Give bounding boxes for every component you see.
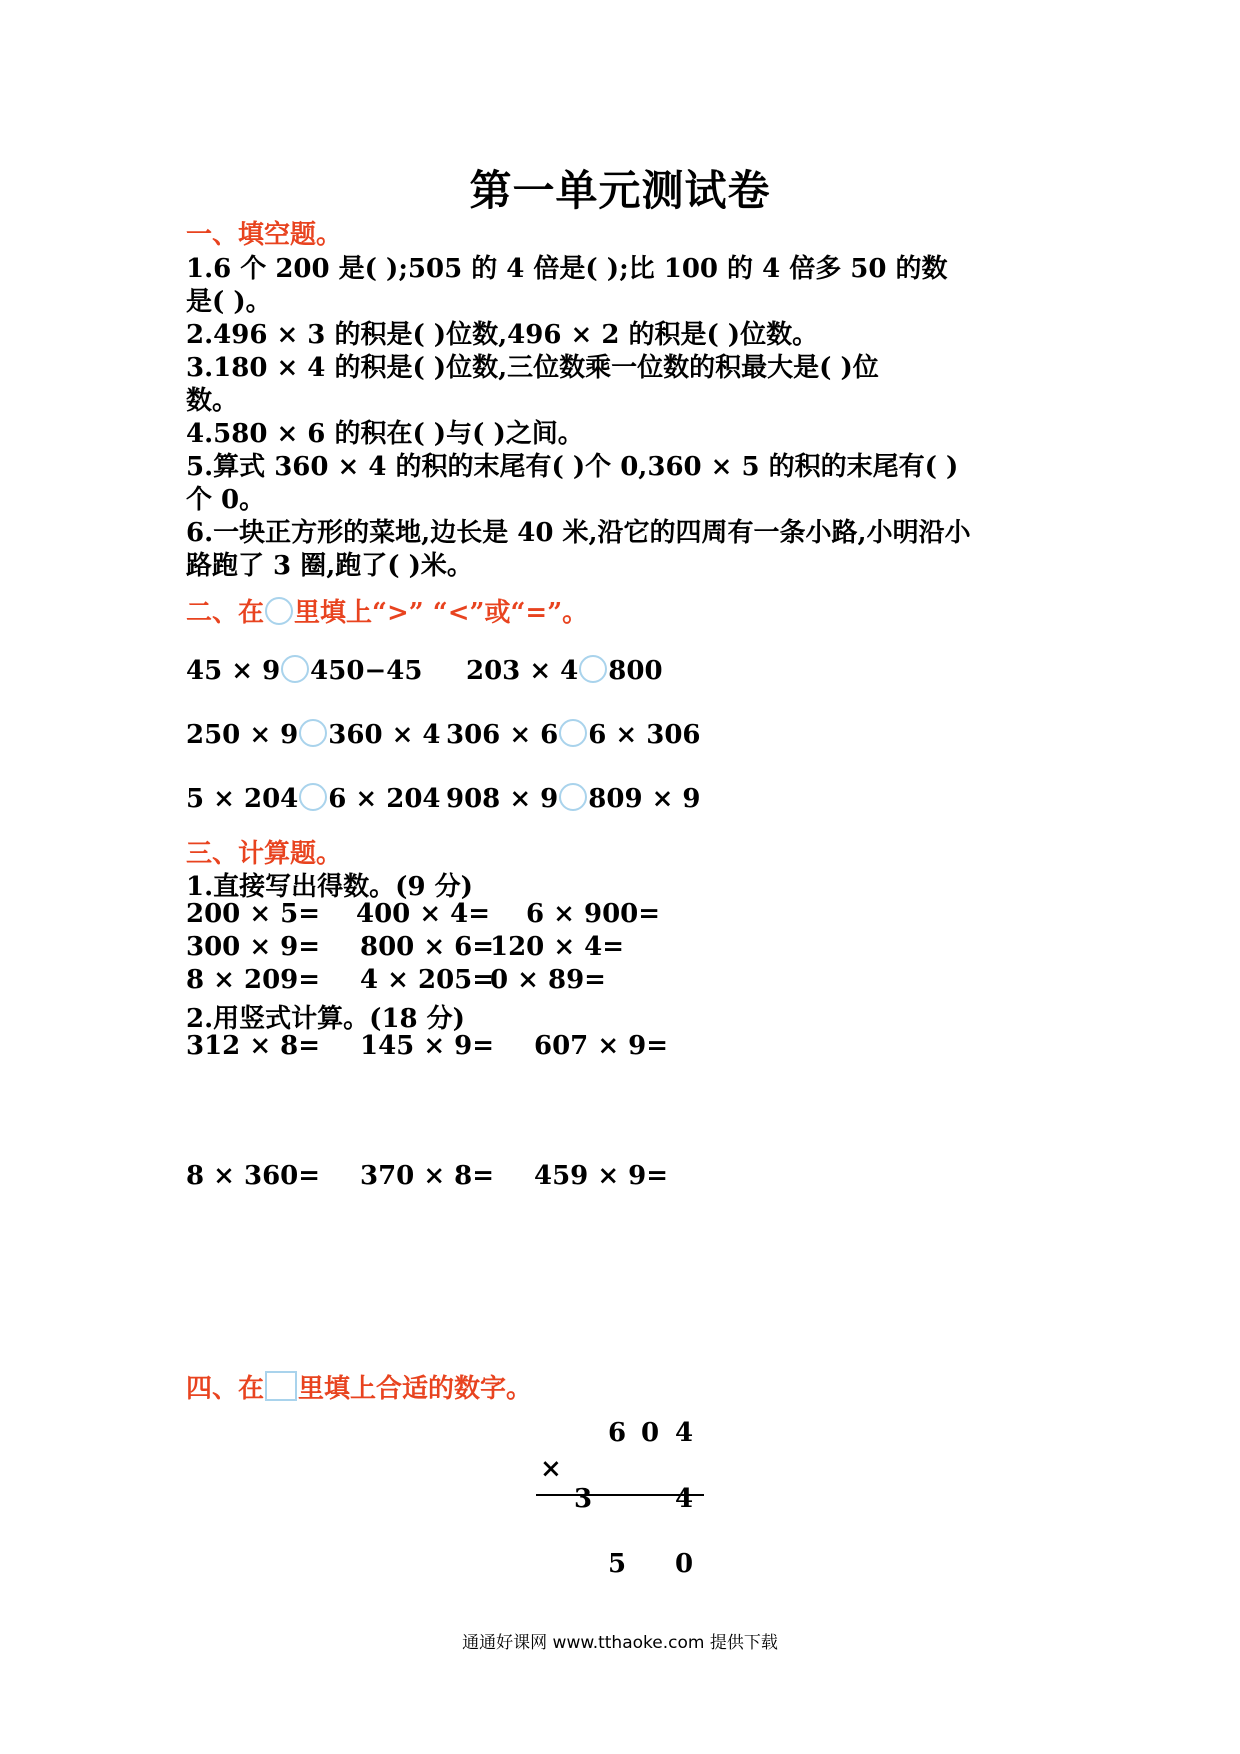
digit: 3	[574, 1484, 593, 1514]
compare-right: 800	[608, 656, 663, 686]
section-2-heading-pre: 二、在	[186, 598, 265, 628]
compare-right: 6 × 204	[328, 784, 441, 814]
vertical-item: 607 × 9=	[534, 1031, 669, 1061]
oral-item: 200 × 5=	[186, 899, 321, 929]
vertical-item: 312 × 8=	[186, 1031, 321, 1061]
oral-item: 800 × 6=	[360, 932, 495, 962]
digit: 4	[675, 1418, 694, 1448]
oral-item: 4 × 205=	[360, 965, 495, 995]
vertical-item: 145 × 9=	[360, 1031, 495, 1061]
multiply-sign: ×	[540, 1454, 562, 1484]
sub-question-2: 2.用竖式计算。(18 分)	[186, 1004, 465, 1034]
digit: 0	[641, 1418, 660, 1448]
compare-item	[186, 783, 441, 814]
question-line: 数。	[186, 386, 239, 416]
section-4-heading	[186, 1368, 532, 1405]
circle-blank-icon	[265, 597, 293, 625]
compare-left: 908 × 9	[446, 784, 559, 814]
compare-left: 203 × 4	[466, 656, 579, 686]
sub-question-1: 1.直接写出得数。(9 分)	[186, 872, 473, 902]
compare-right: 360 × 4	[328, 720, 441, 750]
compare-circle-blank[interactable]	[559, 719, 587, 747]
question-line: 路跑了 3 圈,跑了( )米。	[186, 551, 473, 581]
oral-item: 120 × 4=	[490, 932, 625, 962]
square-blank-icon	[265, 1371, 297, 1401]
section-2-heading-post: 里填上“>” “<”或“=”。	[294, 598, 589, 628]
compare-left: 45 × 9	[186, 656, 281, 686]
compare-right: 809 × 9	[588, 784, 701, 814]
digit: 0	[675, 1549, 694, 1579]
oral-item: 0 × 89=	[490, 965, 606, 995]
compare-circle-blank[interactable]	[299, 783, 327, 811]
compare-circle-blank[interactable]	[559, 783, 587, 811]
oral-item: 400 × 4=	[356, 899, 491, 929]
question-line: 5.算式 360 × 4 的积的末尾有( )个 0,360 × 5 的积的末尾有( )	[186, 452, 959, 482]
compare-left: 250 × 9	[186, 720, 299, 750]
question-line: 3.180 × 4 的积是( )位数,三位数乘一位数的积最大是( )位	[186, 353, 879, 383]
digit: 6	[608, 1418, 627, 1448]
vertical-item: 370 × 8=	[360, 1161, 495, 1191]
question-line: 个 0。	[186, 485, 266, 515]
compare-item	[466, 655, 663, 686]
digit: 4	[675, 1484, 694, 1514]
compare-right: 450−45	[310, 656, 423, 686]
compare-item	[186, 719, 441, 750]
question-line: 4.580 × 6 的积在( )与( )之间。	[186, 419, 584, 449]
oral-item: 300 × 9=	[186, 932, 321, 962]
question-line: 是( )。	[186, 287, 272, 317]
section-2-heading	[186, 592, 588, 629]
compare-left: 5 × 204	[186, 784, 299, 814]
vertical-item: 459 × 9=	[534, 1161, 669, 1191]
compare-circle-blank[interactable]	[299, 719, 327, 747]
compare-item	[446, 719, 701, 750]
compare-left: 306 × 6	[446, 720, 559, 750]
digit: 5	[608, 1549, 627, 1579]
question-line: 6.一块正方形的菜地,边长是 40 米,沿它的四周有一条小路,小明沿小	[186, 518, 971, 548]
section-3-heading: 三、计算题。	[186, 839, 343, 869]
compare-circle-blank[interactable]	[579, 655, 607, 683]
compare-item	[186, 655, 422, 686]
oral-item: 8 × 209=	[186, 965, 321, 995]
compare-item	[446, 783, 701, 814]
section-4-heading-pre: 四、在	[186, 1374, 265, 1404]
question-line: 2.496 × 3 的积是( )位数,496 × 2 的积是( )位数。	[186, 320, 819, 350]
section-1-heading: 一、填空题。	[186, 220, 343, 250]
section-4-heading-post: 里填上合适的数字。	[298, 1374, 533, 1404]
compare-right: 6 × 306	[588, 720, 701, 750]
page-title: 第一单元测试卷	[469, 166, 771, 215]
compare-circle-blank[interactable]	[281, 655, 309, 683]
vertical-item: 8 × 360=	[186, 1161, 321, 1191]
question-line: 1.6 个 200 是( );505 的 4 倍是( );比 100 的 4 倍多 50 的数	[186, 254, 948, 284]
oral-item: 6 × 900=	[526, 899, 661, 929]
footer-text: 通通好课网 www.tthaoke.com 提供下载	[462, 1633, 778, 1653]
